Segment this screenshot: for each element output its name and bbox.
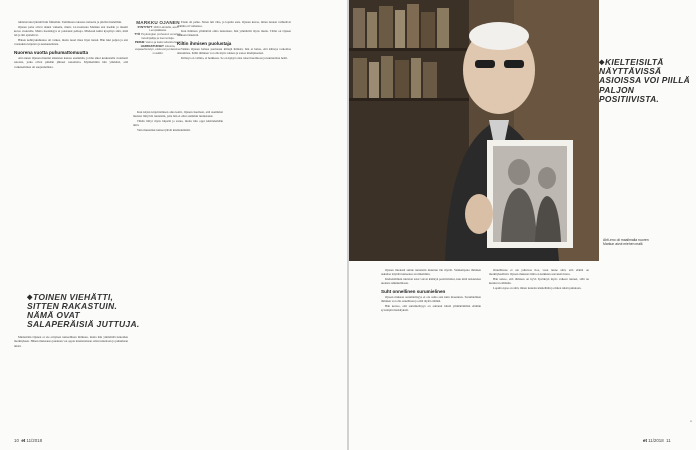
page-folio-left: 10 et 11/2018 (14, 438, 43, 443)
paragraph: Hän uskoo, että ihmisen on hyvä hyväksyä myös vaikeat tunteet, sillä ne kuuluvat elämään. (489, 277, 589, 286)
section-heading: Suht onnellinen surumielinen (381, 288, 446, 294)
paragraph: tuhlattavaksi jännittäviin filmeihin. Tamminen rakastaa tarinoita ja piirtää mielellään. (18, 20, 122, 24)
paragraph: Onnellisuus ei ole jatkuvaa iloa, vaan tunne siitä, että elämä on merkityksellistä. Ojasen mukaan tämä on kaikkien saavutettavissa. (489, 268, 589, 277)
right-column-1 (381, 268, 481, 433)
pull-quote: TOINEN VIEHÄTTI, SITTEN RAKASTUIN. NÄMÄ OVAT SALAPERÄISIÄ JUTTUJA. (27, 292, 140, 329)
paragraph: Hänen kehityskulkunsa oli vaikea, mutta nuori mies löysi tiensä. Hän luki paljon ja etsi vastauksia kirjoista ja keskusteluista. (14, 38, 128, 47)
bullet-diamond-icon (27, 294, 33, 300)
paragraph: Aiti ennen Ojanen muuttui aikuisten kanssa enemmän, ja hän alkoi keskustella avoimesti asioista, jotka olivat pitkään jääneet sanomatta. Myöhemmin hän ymmärsi, että vaikeneminen oli suojautumista. (14, 56, 128, 69)
story-end-mark: » (690, 418, 692, 423)
left-column-3 (177, 20, 291, 430)
paragraph: Lopulta kyse on siitä, miten tunteita käsitellään ja miten niistä puhutaan. (493, 286, 582, 290)
paragraph: Vaikka Ojanen haluaa puolustaa kilttejä ihmisiä, hän ei halua, että kiltteys tarkoittaa alistumista. Kiltti ihminen voi olla myös rohkea ja sanoa mielipiteensä. (177, 47, 291, 56)
bullet-diamond-icon (599, 59, 605, 65)
left-column-1 (14, 20, 128, 232)
section-heading: Nuorena vuotta puhumattomuutta (14, 49, 89, 55)
paragraph: Ojasen mukaan surumielisyys ei ole sama asia kuin masennus. Surumielinen ihminen voi olla onnellinen ja elää täyttä elämää. (381, 295, 481, 304)
bio-row: PERHEVaimo ja kaksi aikuista lasta. (134, 39, 182, 44)
pull-quote-right: KIELTEISILTÄ NÄYTTÄVISSÄ ASIOISSA VOI PIILLÄ PALJON POSITIIVISTA. (599, 57, 691, 104)
bio-box (134, 20, 182, 55)
bio-row: TYÖPsykologian professori emeritus, tietokirjailija ja luennoitsija. (134, 32, 182, 40)
paragraph: Ojanen pelot olivat aluksi vaikeita, mutta 14-vuotiaana Markku etsi itseään ja muutti kotoa vuokralle. Mutta itsenäisyys ei poistanut pelkoja. Mielessä kulki kysymys siitä, mitä isä ja äiti ajattelivat. (14, 24, 128, 38)
photo-caption: Ahti-eno oli maailmalla nuoren Markun aivot miehen malli. (603, 238, 649, 247)
paragraph: Hän kertoo, että surumielisyys on auttanut häntä ymmärtämään elämän syvempiä merkityksiä. (381, 304, 481, 313)
left-column-1-bottom (14, 335, 128, 430)
paragraph: Ensin oli pelko. Sitten tuli viha, ja lopulta suru. Ojanen kuvaa, miten tunteet vaihtelivat elämän eri vaiheissa. (177, 20, 291, 29)
bio-row: HARRASTUKSETLiikunta, vapaaehtoistyö, elokuvat ja klassinen musiikki. (134, 43, 182, 55)
paragraph: Vain muutamat tunteet jäivät käsittelemättä. (137, 128, 191, 132)
right-column-2 (489, 268, 589, 433)
section-heading: Kiltin ihmisen puolustaja (177, 40, 232, 46)
paragraph: Tähän liittyi myös häpeää ja surua, mutta hän oppi käsittelemään niitä. (133, 119, 223, 128)
page-folio-right: et 11/2018 11 (643, 438, 671, 443)
bio-row: SYNTYNYT1944 Lahdella, asuu Lempäälässä. (137, 24, 179, 33)
bio-name: MARKKU OJANEN (136, 20, 180, 25)
paragraph: Ojanen mielestä suhde tunteisiin muuttuu iän myötä. Vanhempana ihminen uskaltaa näyttää tunteensa avoimemmin. (381, 268, 481, 277)
paragraph: Mielestään Ojanen ei ole erityisen tunteellinen ihminen, mutta hän ymmärtää tunteiden merkityksen. Hänen mukaansa jokainen voi oppia tunnistamaan omia tunteitaan ja puhumaan niistä. (14, 335, 128, 348)
paragraph: Kun ihminen ymmärtää omia tunteitaan, hän ymmärtää myös muita. Tämä on Ojasen mukaan tärkeintä. (177, 29, 291, 38)
paragraph: Kiltteys on valinta, ei heikkous. Se on kykyä ottaa toiset huomioon ja kunnioittaa heitä. (181, 56, 288, 61)
portrait-photo (349, 0, 599, 261)
left-page (0, 0, 347, 450)
paragraph: Kun kirjan kirjoittamisen aika koitti, Ojanen huomasi, että useimmat muistot liittyivät tunteisiin, joita hän ei ollut aiemmin tunnistanut. (133, 110, 223, 119)
paragraph: Kielteisiltäkin tuntuvat asiat voivat kääntyä positiivisiksi, kun niitä tarkastelee uudesta näkökulmasta. (381, 277, 481, 286)
